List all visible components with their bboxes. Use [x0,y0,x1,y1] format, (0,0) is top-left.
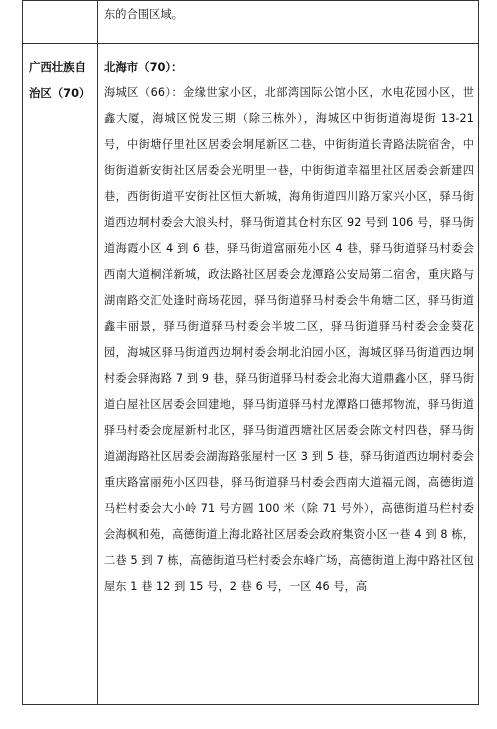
city-heading: 北海市（70）： [104,60,183,74]
table-row [23,44,479,705]
region-cell [23,44,98,705]
area-table [22,0,479,705]
table-row [23,1,479,44]
continued-cell [98,1,479,44]
region-cell-empty [23,1,98,44]
continued-text: 东的合围区域。 [104,8,184,21]
city-areas-text: 海城区（66）：金缘世家小区，北部湾国际公馆小区，水电花园小区，世鑫大厦，海城区悦发三期（除三栋外），海城区中街街道海堤街 13-21 号，中街塘仔里社区居委会垌尾新区二巷，中街街道长青路法院宿舍，中街街道新安街社区居委会光明里一巷，中街街道幸福里社区居委会新建四巷，西街街道平安街社区恒大新城，海角街道四川路万家兴小区，驿马街道西边垌村委会大浪头村，驿马街道其仓村东区 92 号到 106 号，驿马街道海霞小区 4 到 6 巷，驿马街道富丽苑小区 4 巷，驿马街道驿马村委会西南大道桐洋新城，政法路社区居委会龙潭路公安局第二宿舍，重庆路与湖南路交汇处逢时商场花园，驿马街道驿马村委会牛角塘二区，驿马街道鑫丰丽景，驿马街道驿马村委会半坡二区，驿马街道驿马村委会金葵花园，海城区驿马街道西边垌村委会垌北泊园小区，海城区驿马街道西边垌村委会驿海路 7 到 9 巷，驿马街道驿马村委会北海大道鼎鑫小区，驿马街道白屋社区居委会回建地，驿马街道驿马村龙潭路口德邦物流，驿马街道驿马村委会庞屋新村北区，驿马街道西塘社区居委会陈文村四巷，驿马街道湖海路社区居委会湖海路张屋村一区 3 到 5 巷，驿马街道西边垌村委会重庆路富丽苑小区四巷，驿马街道驿马村委会西南大道福元阁，高德街道马栏村委会大小岭 71 号方圆 100 米（除 71 号外），高德街道马栏村委会海枫和苑，高德街道上海北路社区居委会政府集资小区一巷 4 到 8 栋，二巷 5 到 7 栋，高德街道马栏村委会东峰广场，高德街道上海中路社区包屋东 1 巷 12 到 15 号，2 巷 6 号，一区 46 号，高 [104,86,474,593]
region-name: 广西壮族自治区（70） [29,60,91,100]
areas-cell [98,44,479,705]
